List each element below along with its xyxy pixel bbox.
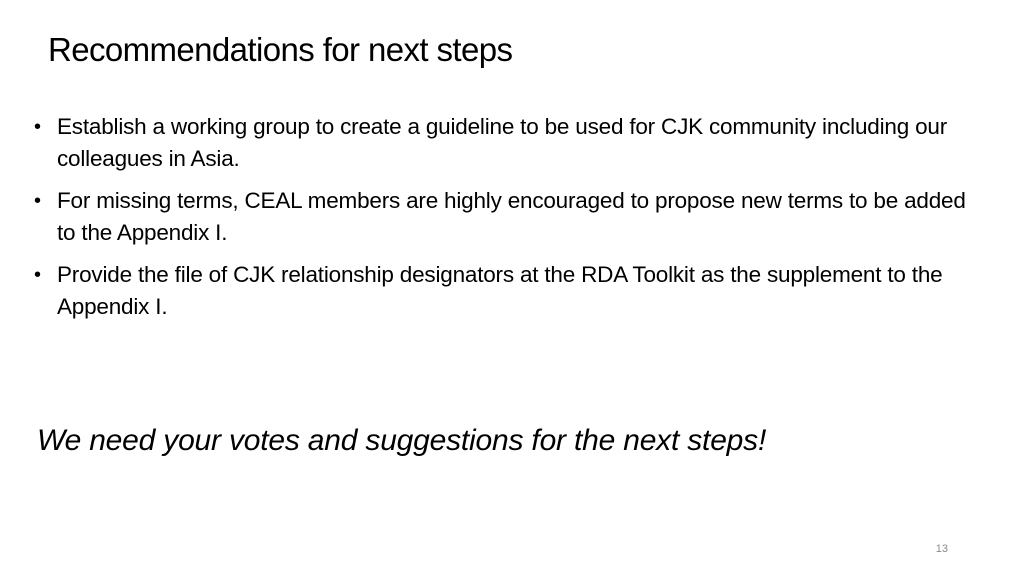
bullet-text: For missing terms, CEAL members are highly encouraged to propose new terms to be added to the Appendix I. xyxy=(57,188,966,245)
bullet-icon: • xyxy=(34,264,41,286)
bullet-icon: • xyxy=(34,116,41,138)
slide-title: Recommendations for next steps xyxy=(48,31,513,68)
bullet-list xyxy=(34,111,974,333)
bullet-text: Establish a working group to create a guideline to be used for CJK community including our colleagues in Asia. xyxy=(57,114,947,171)
bullet-item xyxy=(34,259,974,323)
bullet-item xyxy=(34,111,974,175)
bullet-item xyxy=(34,185,974,249)
page-number: 13 xyxy=(935,543,948,555)
bullet-icon: • xyxy=(34,190,41,212)
call-to-action-text: We need your votes and suggestions for the next steps! xyxy=(37,424,767,457)
bullet-text: Provide the file of CJK relationship designators at the RDA Toolkit as the supplement to the Appendix I. xyxy=(57,262,943,319)
